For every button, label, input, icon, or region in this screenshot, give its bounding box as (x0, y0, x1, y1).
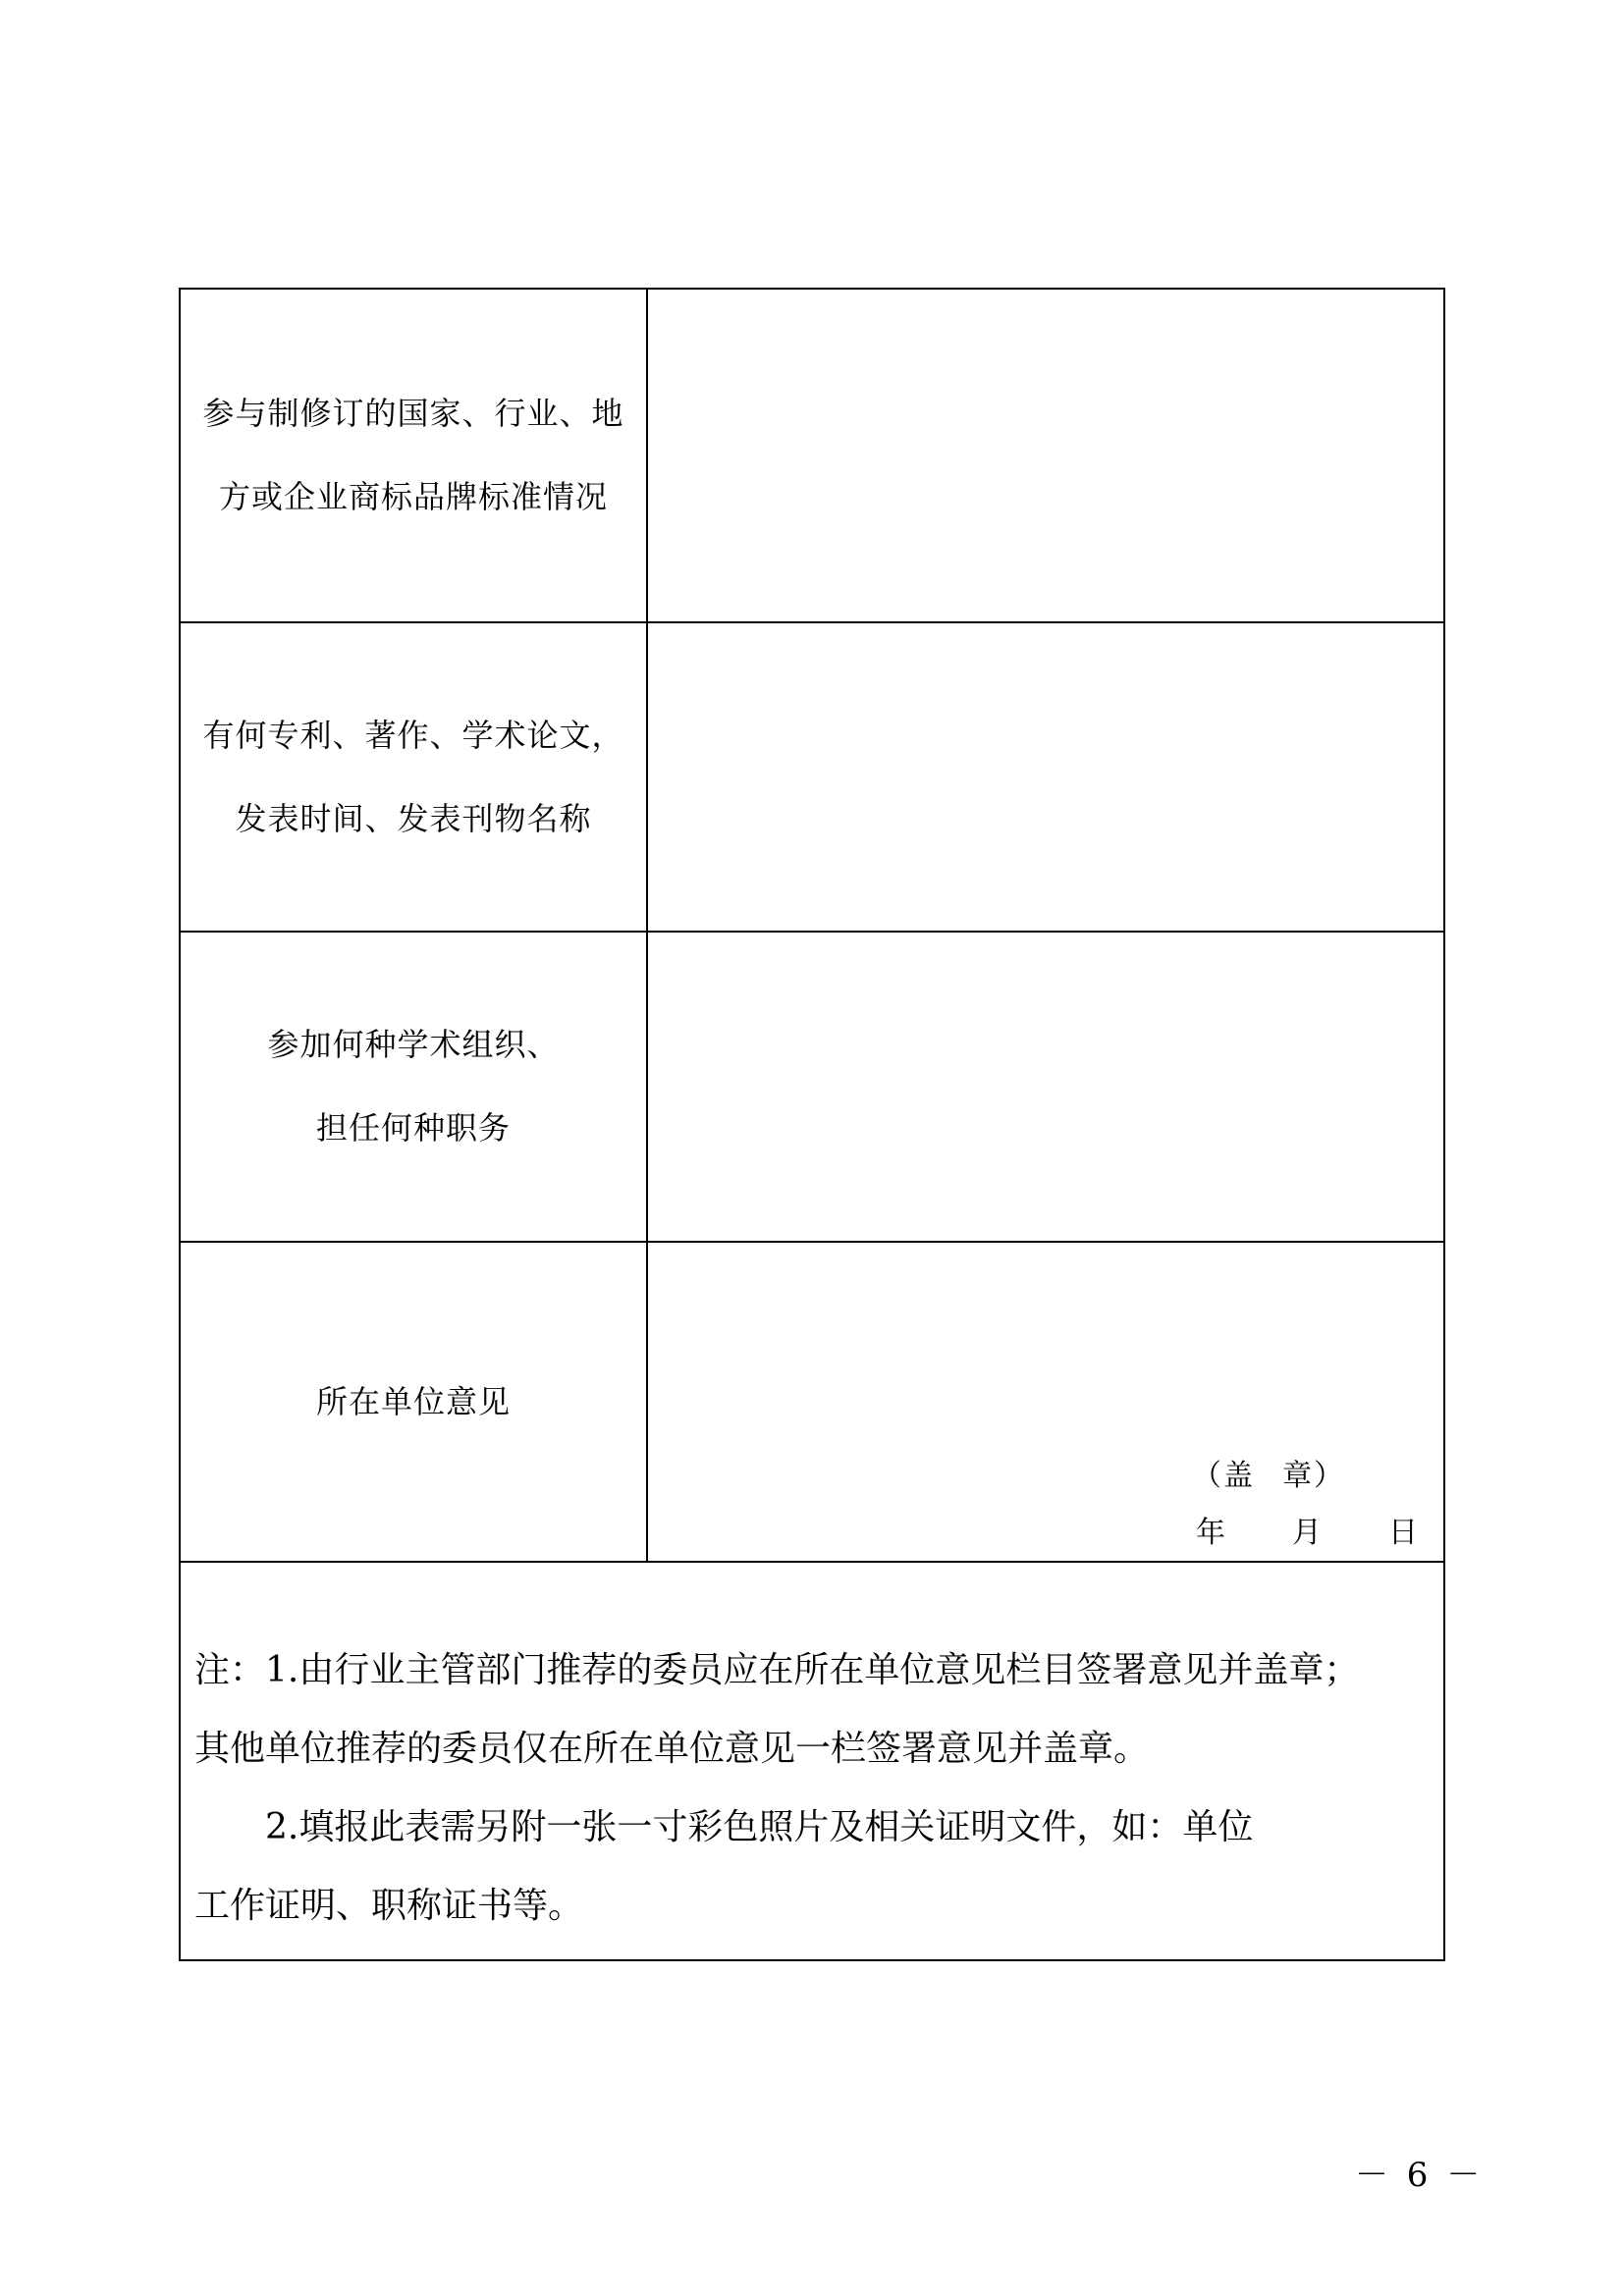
publications-value-field[interactable] (648, 623, 1443, 931)
seal-placeholder (1192, 1451, 1345, 1494)
standards-label-line-1: 参与制修订的国家、行业、地 (202, 395, 624, 432)
publications-label (181, 623, 648, 931)
standards-label-line-2: 方或企业商标品牌标准情况 (218, 478, 608, 515)
unit-opinion-row (181, 1243, 1443, 1563)
date-day: 日 (1388, 1516, 1418, 1550)
note-line-2: 其他单位推荐的委员仅在所在单位意见一栏签署意见并盖章。 (194, 1729, 1150, 1769)
date-year: 年 (1196, 1516, 1225, 1550)
unit-opinion-value-field[interactable] (648, 1243, 1443, 1561)
seal-close: 章） (1282, 1459, 1345, 1493)
standards-value-field[interactable] (648, 290, 1443, 621)
nomination-form-table (179, 288, 1445, 1961)
publications-row (181, 623, 1443, 933)
unit-opinion-label (181, 1243, 648, 1561)
organizations-label-line-2: 担任何种职务 (315, 1109, 511, 1147)
date-month: 月 (1292, 1516, 1322, 1550)
unit-opinion-label-line-1: 所在单位意见 (315, 1382, 511, 1420)
note-line-4: 工作证明、职称证书等。 (194, 1886, 584, 1926)
note-line-3: 2.填报此表需另附一张一寸彩色照片及相关证明文件，如：单位 (265, 1807, 1254, 1847)
organizations-label (181, 933, 648, 1241)
organizations-row (181, 933, 1443, 1243)
standards-label (181, 290, 648, 621)
organizations-value-field[interactable] (648, 933, 1443, 1241)
seal-open: （盖 (1192, 1459, 1255, 1493)
page-number: － 6 － (1355, 2156, 1485, 2195)
publications-label-line-1: 有何专利、著作、学术论文， (202, 716, 624, 754)
organizations-label-line-1: 参加何种学术组织、 (267, 1026, 560, 1063)
date-placeholder (1196, 1508, 1418, 1551)
notes-cell (181, 1563, 1443, 1959)
note-line-1: 注：1.由行业主管部门推荐的委员应在所在单位意见栏目签署意见并盖章； (194, 1650, 1360, 1690)
standards-row (181, 290, 1443, 623)
publications-label-line-2: 发表时间、发表刊物名称 (235, 799, 592, 837)
